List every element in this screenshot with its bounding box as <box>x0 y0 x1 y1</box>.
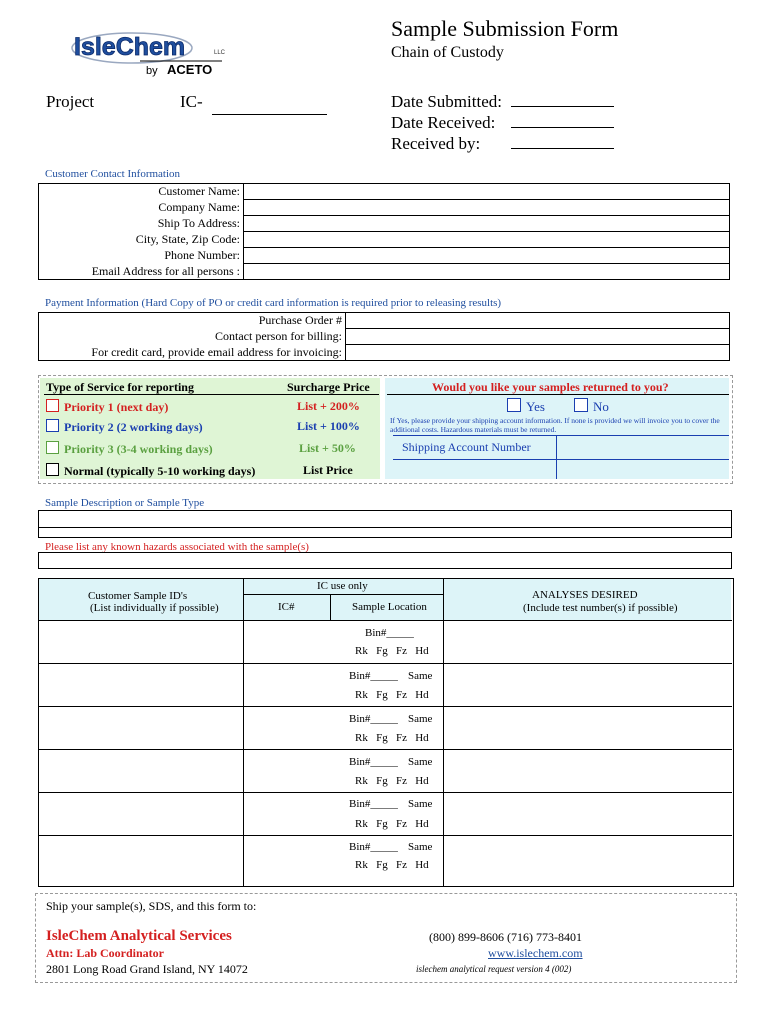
sample-description-label: Sample Description or Sample Type <box>45 497 205 509</box>
email-field[interactable] <box>244 264 730 280</box>
ship-address-field[interactable] <box>244 216 730 232</box>
form-title: Sample Submission Form <box>391 16 619 41</box>
location-options[interactable]: Rk Fg Fz Hd <box>355 859 429 871</box>
shipping-account-field[interactable] <box>557 436 728 458</box>
bin-number[interactable]: Bin#_____ <box>349 670 398 682</box>
location-options[interactable]: Rk Fg Fz Hd <box>355 775 429 787</box>
shipping-account-label: Shipping Account Number <box>402 440 531 454</box>
invoice-email-field[interactable] <box>346 345 730 361</box>
return-question: Would you like your samples returned to you? <box>432 380 669 394</box>
phone-field[interactable] <box>244 248 730 264</box>
ship-instructions: Ship your sample(s), SDS, and this form to: <box>46 899 257 913</box>
billing-contact-field[interactable] <box>346 329 730 345</box>
normal-checkbox[interactable] <box>46 463 59 476</box>
footer-attn: Attn: Lab Coordinator <box>46 946 165 960</box>
svg-text:ACETO: ACETO <box>167 62 213 77</box>
company-name-field[interactable] <box>244 200 730 216</box>
service-type-header: Type of Service for reporting <box>46 380 194 394</box>
location-options[interactable]: Rk Fg Fz Hd <box>355 818 429 830</box>
form-subtitle: Chain of Custody <box>391 44 504 61</box>
location-options[interactable]: Rk Fg Fz Hd <box>355 732 429 744</box>
same-label[interactable]: Same <box>408 841 433 853</box>
same-label[interactable]: Same <box>408 756 433 768</box>
return-no-checkbox[interactable] <box>574 398 588 412</box>
priority-2-price: List + 100% <box>297 419 360 433</box>
priority-1-option[interactable]: Priority 1 (next day) <box>46 399 168 415</box>
ic-use-only-header: IC use only <box>317 580 368 592</box>
priority-3-price: List + 50% <box>299 441 356 455</box>
return-yes-checkbox[interactable] <box>507 398 521 412</box>
normal-option[interactable]: Normal (typically 5-10 working days) <box>46 463 255 479</box>
bin-number[interactable]: Bin#_____ <box>349 841 398 853</box>
sample-description-field-2[interactable] <box>38 526 732 538</box>
phone-label: Phone Number: <box>39 248 244 264</box>
city-state-zip-field[interactable] <box>244 232 730 248</box>
ic-number-header: IC# <box>278 601 295 613</box>
priority-3-option[interactable]: Priority 3 (3-4 working days) <box>46 441 213 457</box>
bin-number[interactable]: Bin#_____ <box>349 713 398 725</box>
ic-prefix-label: IC- <box>180 92 203 111</box>
customer-name-label: Customer Name: <box>39 184 244 200</box>
bin-number[interactable]: Bin#_____ <box>349 798 398 810</box>
hazards-field[interactable] <box>38 552 732 569</box>
ship-address-label: Ship To Address: <box>39 216 244 232</box>
priority-1-checkbox[interactable] <box>46 399 59 412</box>
customer-sample-ids-header: Customer Sample ID's <box>88 590 188 602</box>
sample-location-header: Sample Location <box>352 601 427 613</box>
bin-number[interactable]: Bin#_____ <box>365 627 414 639</box>
location-options[interactable]: Rk Fg Fz Hd <box>355 689 429 701</box>
return-note: If Yes, please provide your shipping account information. If none is provided we will invoice you to cover the additional costs. Hazardous materials must be returned. <box>390 416 720 434</box>
payment-table <box>38 312 730 361</box>
company-name-label: Company Name: <box>39 200 244 216</box>
analyses-desired-subheader: (Include test number(s) if possible) <box>523 602 678 614</box>
analyses-desired-header: ANALYSES DESIRED <box>532 589 638 601</box>
received-by-label: Received by: <box>391 134 481 153</box>
date-submitted-label: Date Submitted: <box>391 92 502 111</box>
project-label: Project <box>46 92 95 111</box>
customer-section-title: Customer Contact Information <box>45 168 181 180</box>
return-no-option[interactable]: No <box>574 398 609 415</box>
location-options[interactable]: Rk Fg Fz Hd <box>355 645 429 657</box>
city-state-zip-label: City, State, Zip Code: <box>39 232 244 248</box>
customer-name-field[interactable] <box>244 184 730 200</box>
date-received-label: Date Received: <box>391 113 496 132</box>
billing-contact-label: Contact person for billing: <box>39 329 346 345</box>
purchase-order-label: Purchase Order # <box>39 313 346 329</box>
svg-text:LLC: LLC <box>214 50 225 56</box>
footer-address: 2801 Long Road Grand Island, NY 14072 <box>46 962 248 976</box>
customer-sample-ids-subheader: (List individually if possible) <box>90 602 219 614</box>
priority-1-price: List + 200% <box>297 399 360 413</box>
customer-table <box>38 183 730 280</box>
date-received-field[interactable] <box>511 127 614 128</box>
svg-text:by: by <box>146 65 158 77</box>
priority-2-option[interactable]: Priority 2 (2 working days) <box>46 419 203 435</box>
purchase-order-field[interactable] <box>346 313 730 329</box>
priority-2-checkbox[interactable] <box>46 419 59 432</box>
priority-3-checkbox[interactable] <box>46 441 59 454</box>
ic-number-field[interactable] <box>212 114 327 115</box>
same-label[interactable]: Same <box>408 713 433 725</box>
same-label[interactable]: Same <box>408 670 433 682</box>
surcharge-price-header: Surcharge Price <box>287 380 370 394</box>
date-submitted-field[interactable] <box>511 106 614 107</box>
same-label[interactable]: Same <box>408 798 433 810</box>
invoice-email-label: For credit card, provide email address for invoicing: <box>39 345 346 361</box>
hazards-label: Please list any known hazards associated with the sample(s) <box>45 541 309 553</box>
islechem-logo <box>70 28 225 80</box>
bin-number[interactable]: Bin#_____ <box>349 756 398 768</box>
payment-section-title: Payment Information (Hard Copy of PO or credit card information is required prior to releasing results) <box>45 297 502 309</box>
footer-phone: (800) 899-8606 (716) 773-8401 <box>429 930 582 944</box>
form-version: islechem analytical request version 4 (002) <box>416 964 572 974</box>
website-link[interactable]: www.islechem.com <box>488 946 583 960</box>
received-by-field[interactable] <box>511 148 614 149</box>
logo-wordmark: IsleChem <box>74 33 186 61</box>
footer-company: IsleChem Analytical Services <box>46 928 232 944</box>
normal-price: List Price <box>303 463 353 477</box>
email-label: Email Address for all persons : <box>39 264 244 280</box>
return-yes-option[interactable]: Yes <box>507 398 545 415</box>
